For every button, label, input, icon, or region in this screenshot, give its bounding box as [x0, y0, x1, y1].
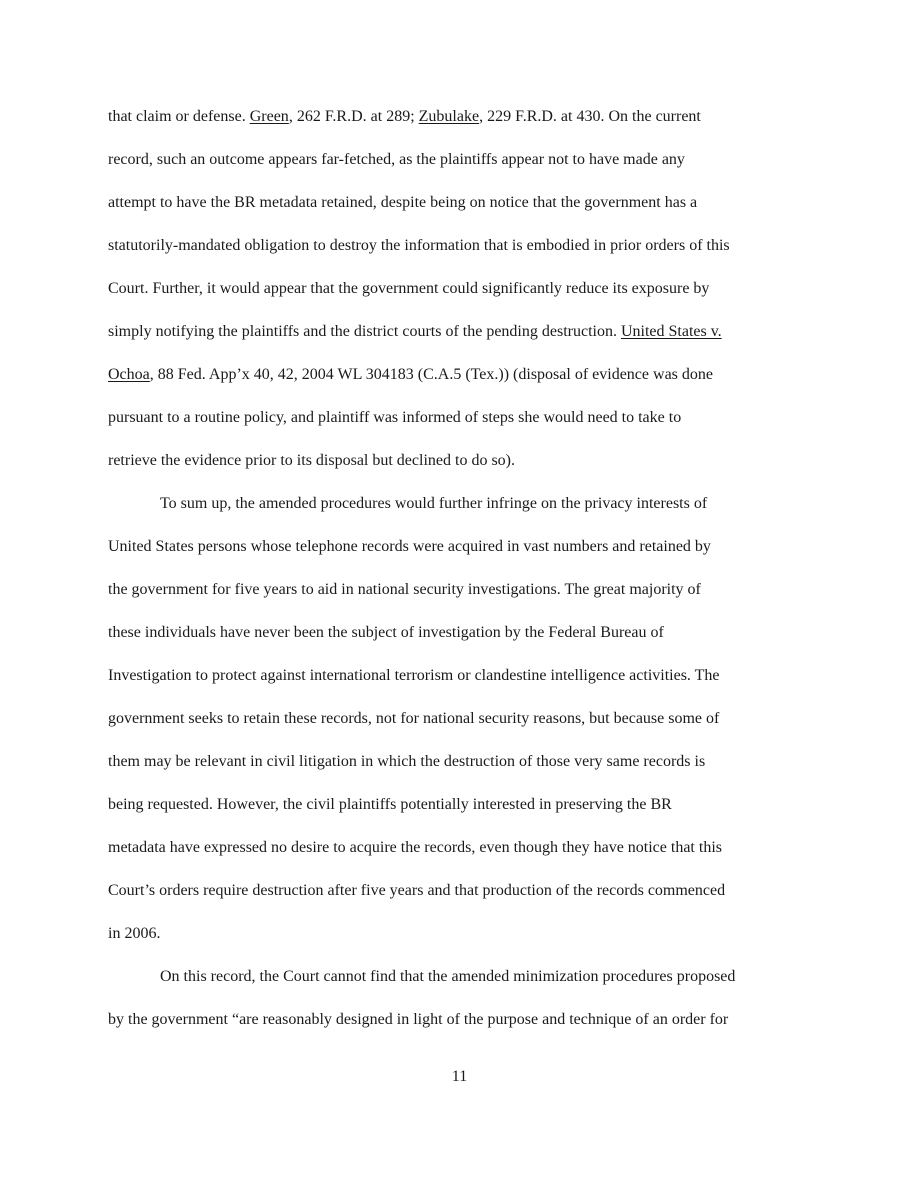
text-run: record, such an outcome appears far-fetched, as the plaintiffs appear not to have made any: [108, 151, 685, 168]
text-line: [108, 752, 705, 772]
text-line: [108, 1010, 728, 1030]
text-run: being requested. However, the civil plaintiffs potentially interested in preserving the BR: [108, 796, 672, 813]
text-line: [108, 580, 701, 600]
text-line: [108, 107, 701, 127]
text-run: simply notifying the plaintiffs and the district courts of the pending destruction.: [108, 323, 621, 340]
text-run: these individuals have never been the subject of investigation by the Federal Bureau of: [108, 624, 664, 641]
text-run: statutorily-mandated obligation to destroy the information that is embodied in prior orders of this: [108, 237, 730, 254]
text-run: by the government “are reasonably designed in light of the purpose and technique of an order for: [108, 1011, 729, 1028]
text-line: [108, 322, 722, 342]
text-line: [108, 795, 672, 815]
text-line: [108, 924, 160, 944]
text-run: On this record, the Court cannot find that the amended minimization procedures proposed: [160, 968, 736, 985]
text-line: [108, 881, 725, 901]
text-run: metadata have expressed no desire to acquire the records, even though they have notice that this: [108, 839, 722, 856]
text-run: Court. Further, it would appear that the government could significantly reduce its exposure by: [108, 280, 710, 297]
case-citation: Ochoa: [108, 366, 150, 383]
text-line: [108, 623, 664, 643]
text-line: [108, 838, 722, 858]
text-run: pursuant to a routine policy, and plaintiff was informed of steps she would need to take to: [108, 409, 682, 426]
text-run: United States persons whose telephone records were acquired in vast numbers and retained by: [108, 538, 711, 555]
text-run: them may be relevant in civil litigation in which the destruction of those very same records is: [108, 753, 706, 770]
text-run: , 262 F.R.D. at 289;: [288, 108, 419, 125]
page-number: 11: [451, 1068, 468, 1085]
text-line: [160, 494, 707, 514]
text-line: [108, 408, 681, 428]
text-line: [108, 709, 719, 729]
text-line: [108, 193, 697, 213]
case-citation: Zubulake: [418, 108, 480, 125]
text-line: [108, 666, 720, 686]
text-run: Court’s orders require destruction after five years and that production of the records commenced: [108, 882, 726, 899]
case-citation: Green: [249, 108, 289, 125]
text-line: [108, 537, 711, 557]
text-run: retrieve the evidence prior to its disposal but declined to do so).: [108, 452, 515, 469]
text-run: To sum up, the amended procedures would further infringe on the privacy interests of: [160, 495, 708, 512]
text-run: , 88 Fed. App’x 40, 42, 2004 WL 304183 (C.A.5 (Tex.)) (disposal of evidence was done: [149, 366, 713, 383]
text-run: the government for five years to aid in national security investigations. The great majority of: [108, 581, 701, 598]
text-line: [108, 150, 685, 170]
text-line: [108, 279, 709, 299]
text-line: [108, 451, 515, 471]
text-run: Investigation to protect against international terrorism or clandestine intelligence activities. The: [108, 667, 720, 684]
text-run: government seeks to retain these records, not for national security reasons, but because some of: [108, 710, 720, 727]
text-line: [108, 365, 713, 385]
text-line: [108, 236, 730, 256]
case-citation: United States v.: [620, 323, 722, 340]
text-run: attempt to have the BR metadata retained, despite being on notice that the government has a: [108, 194, 698, 211]
text-run: , 229 F.R.D. at 430. On the current: [479, 108, 701, 125]
text-run: that claim or defense.: [108, 108, 250, 125]
text-line: [160, 967, 735, 987]
text-run: in 2006.: [108, 925, 161, 942]
